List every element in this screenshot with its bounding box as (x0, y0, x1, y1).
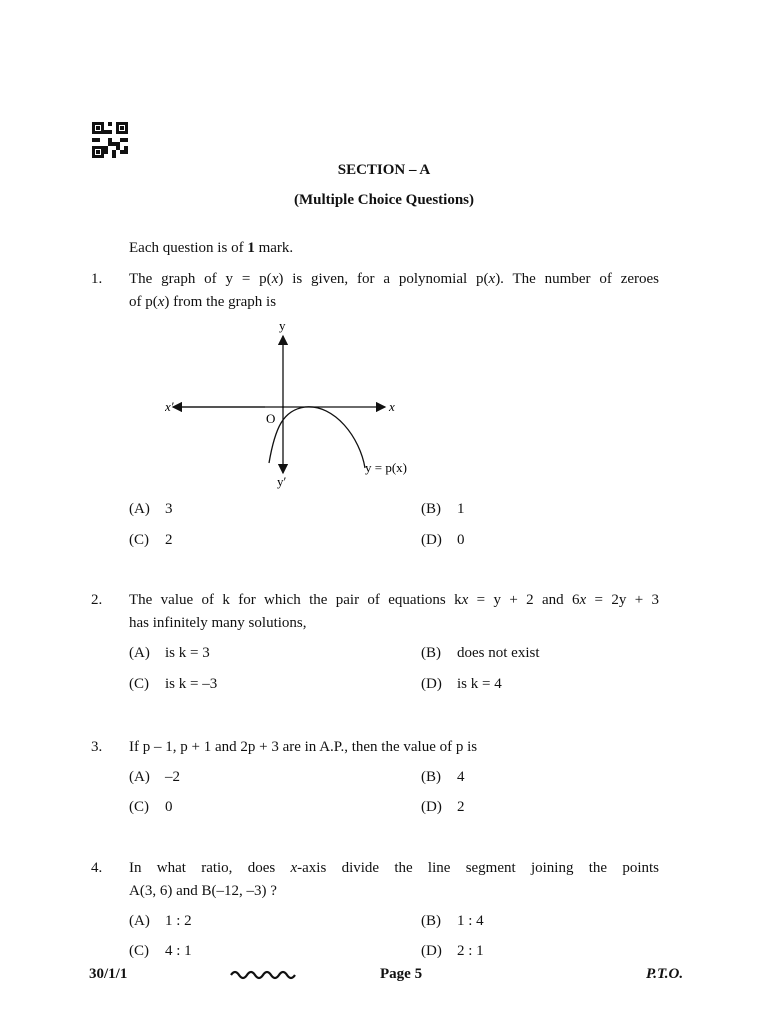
question-text: has infinitely many solutions, (129, 615, 307, 631)
pto-label: P.T.O. (646, 966, 684, 982)
question-text: The value of k for which the pair of equations kx = y + 2 and 6x = 2y + 3 (129, 592, 660, 608)
option-b: (B) 4 (421, 769, 465, 785)
option-a: (A) –2 (129, 769, 180, 785)
wave-divider-icon (230, 968, 298, 982)
section-subtitle: (Multiple Choice Questions) (294, 192, 474, 208)
option-d: (D) is k = 4 (421, 676, 502, 692)
y-prime-label: y′ (277, 474, 287, 489)
question-text: A(3, 6) and B(–12, –3) ? (129, 883, 277, 899)
question-text: If p – 1, p + 1 and 2p + 3 are in A.P., then the value of p is (129, 739, 478, 755)
option-d: (D) 2 : 1 (421, 943, 484, 959)
option-c: (C) is k = –3 (129, 676, 218, 692)
question-number: 3. (91, 739, 103, 755)
option-c: (C) 0 (129, 799, 173, 815)
question-text: of p(x) from the graph is (129, 294, 277, 310)
question-number: 4. (91, 860, 103, 876)
option-d: (D) 2 (421, 799, 465, 815)
option-c: (C) 4 : 1 (129, 943, 192, 959)
x-label: x (389, 399, 395, 414)
x-prime-label: x′ (165, 399, 174, 414)
option-a: (A) 1 : 2 (129, 913, 192, 929)
question-number: 1. (91, 271, 103, 287)
option-a: (A) is k = 3 (129, 645, 210, 661)
instruction-text: Each question is of 1 mark. (129, 240, 294, 256)
paper-code: 30/1/1 (89, 966, 128, 982)
qr-code-icon (92, 122, 128, 158)
question-text: The graph of y = p(x) is given, for a polynomial p(x). The number of zeroes (129, 271, 660, 287)
option-b: (B) 1 : 4 (421, 913, 484, 929)
option-d: (D) 0 (421, 532, 465, 548)
option-c: (C) 2 (129, 532, 173, 548)
option-b: (B) does not exist (421, 645, 540, 661)
question-number: 2. (91, 592, 103, 608)
section-title: SECTION – A (337, 162, 431, 178)
polynomial-graph (165, 318, 415, 490)
page-number: Page 5 (380, 966, 423, 982)
option-a: (A) 3 (129, 501, 173, 517)
curve-label: y = p(x) (365, 460, 407, 475)
y-label: y (279, 318, 286, 333)
question-text: In what ratio, does x-axis divide the line segment joining the points (129, 860, 659, 876)
origin-label: O (266, 411, 276, 426)
option-b: (B) 1 (421, 501, 465, 517)
